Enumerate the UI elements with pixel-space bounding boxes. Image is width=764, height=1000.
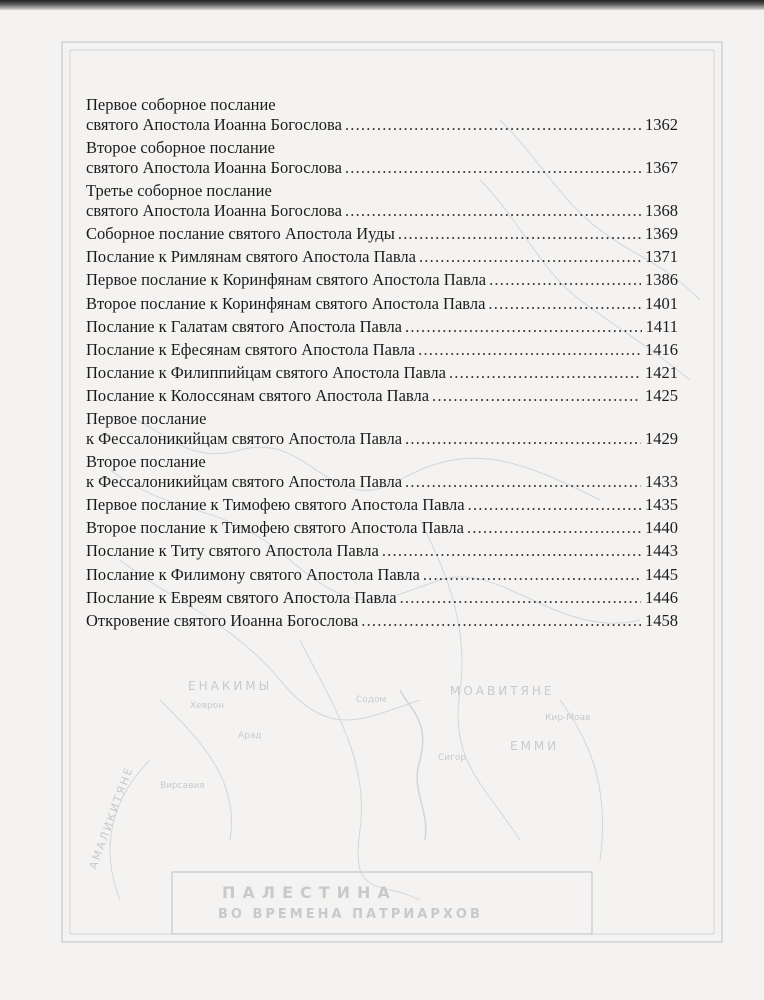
toc-entry-title-line1: Второе послание (86, 452, 206, 472)
leader-dots (400, 588, 641, 608)
toc-entry (86, 181, 678, 221)
toc-entry (86, 95, 678, 135)
toc-entry-title: Послание к Филимону святого Апостола Павла (86, 564, 420, 584)
toc-entry (86, 294, 678, 314)
toc-entry (86, 317, 678, 337)
map-town5: Сигор (438, 753, 467, 763)
toc-entry (86, 386, 678, 406)
toc-entry-title: Первое послание к Тимофею святого Апостола Павла (86, 495, 465, 515)
toc-entry (86, 565, 678, 585)
toc-page-number: 1458 (645, 610, 678, 630)
leader-dots (423, 565, 641, 585)
toc-entry (86, 541, 678, 561)
toc-page-number: 1367 (645, 158, 678, 178)
toc-entry-title: Послание к Филиппийцам святого Апостола Павла (86, 362, 446, 382)
map-town4: Арад (238, 731, 262, 741)
toc-entry-title: Послание к Ефесянам святого Апостола Павла (86, 339, 416, 359)
toc-entry (86, 611, 678, 631)
map-title: ПАЛЕСТИНА (222, 883, 397, 902)
toc-entry-title: Второе послание к Тимофею святого Апостола Павла (86, 518, 464, 538)
toc-page-number: 1371 (645, 247, 678, 267)
leader-dots (405, 472, 641, 492)
leader-dots (432, 386, 641, 406)
toc-entry-title-line2: святого Апостола Иоанна Богослова (86, 158, 342, 178)
leader-dots (405, 429, 641, 449)
leader-dots (382, 541, 641, 561)
map-label-people2: МОАВИТЯНЕ (450, 684, 555, 698)
leader-dots (489, 270, 641, 290)
map-title-box (172, 872, 592, 934)
toc-page-number: 1386 (645, 270, 678, 290)
leader-dots (488, 294, 641, 314)
leader-dots (398, 224, 641, 244)
leader-dots (419, 247, 641, 267)
leader-dots (345, 201, 641, 221)
map-town2: Вирсавия (160, 781, 205, 791)
toc-entry-title: Послание к Колоссянам святого Апостола Павла (86, 385, 430, 405)
toc-page-number: 1421 (645, 362, 678, 382)
toc-entry (86, 247, 678, 267)
map-town3: Содом (356, 695, 387, 705)
toc-page-number: 1433 (645, 472, 678, 492)
toc-entry-title-line2: к Фессалоникийцам святого Апостола Павла (86, 472, 403, 492)
toc-page-number: 1362 (645, 115, 678, 134)
toc-entry (86, 409, 678, 449)
toc-entry-title-line1: Третье соборное послание (86, 181, 272, 201)
map-label-people3: ЕММИ (510, 739, 560, 753)
toc-entry (86, 518, 678, 538)
toc-entry (86, 340, 678, 360)
map-town1: Хеврон (190, 701, 225, 711)
toc-entry (86, 588, 678, 608)
toc-page-number: 1401 (645, 293, 678, 313)
toc-entry-title: Откровение святого Иоанна Богослова (86, 610, 359, 630)
toc-entry-title-line1: Второе соборное послание (86, 138, 275, 158)
toc-page-number: 1429 (645, 429, 678, 449)
map-subtitle: ВО ВРЕМЕНА ПАТРИАРХОВ (218, 907, 483, 922)
toc-entry-title: Послание к Евреям святого Апостола Павла (86, 587, 397, 607)
toc-page-number: 1425 (645, 385, 678, 405)
toc-entry-title: Послание к Римлянам святого Апостола Павла (86, 247, 416, 267)
toc-entry-title-line1: Первое послание (86, 409, 207, 429)
toc-page-number: 1443 (645, 541, 678, 561)
table-of-contents (86, 95, 678, 634)
toc-entry (86, 363, 678, 383)
toc-entry (86, 452, 678, 492)
map-label-people1: ЕНАКИМЫ (188, 679, 273, 693)
toc-page-number: 1440 (645, 518, 678, 538)
map-town6: Кир-Моав (545, 713, 591, 723)
toc-entry-title-line2: святого Апостола Иоанна Богослова (86, 201, 342, 221)
leader-dots (405, 317, 642, 337)
toc-entry-title: Послание к Титу святого Апостола Павла (86, 541, 379, 561)
toc-entry-title: Послание к Галатам святого Апостола Павла (86, 316, 403, 336)
toc-page-number: 1445 (645, 564, 678, 584)
toc-entry-title: Соборное послание святого Апостола Иуды (86, 224, 395, 244)
leader-dots (345, 115, 641, 135)
toc-entry-title-line1: Первое соборное послание (86, 95, 276, 114)
toc-page-number: 1369 (645, 224, 678, 244)
leader-dots (418, 340, 641, 360)
leader-dots (467, 518, 641, 538)
toc-entry (86, 138, 678, 178)
leader-dots (345, 158, 641, 178)
toc-page-number: 1416 (645, 339, 678, 359)
toc-page-number: 1411 (645, 316, 678, 336)
toc-page-number: 1435 (645, 495, 678, 515)
leader-dots (449, 363, 641, 383)
leader-dots (361, 611, 641, 631)
toc-entry (86, 495, 678, 515)
toc-page-number: 1368 (645, 201, 678, 221)
toc-entry-title-line2: святого Апостола Иоанна Богослова (86, 115, 342, 134)
toc-entry-title: Первое послание к Коринфянам святого Апостола Павла (86, 270, 487, 290)
leader-dots (468, 495, 641, 515)
map-label-people4: АМАЛИКИТЯНЕ (86, 764, 136, 872)
toc-entry (86, 224, 678, 244)
toc-entry (86, 270, 678, 290)
toc-entry-title: Второе послание к Коринфянам святого Апостола Павла (86, 293, 486, 313)
toc-page-number: 1446 (645, 587, 678, 607)
toc-entry-title-line2: к Фессалоникийцам святого Апостола Павла (86, 429, 403, 449)
